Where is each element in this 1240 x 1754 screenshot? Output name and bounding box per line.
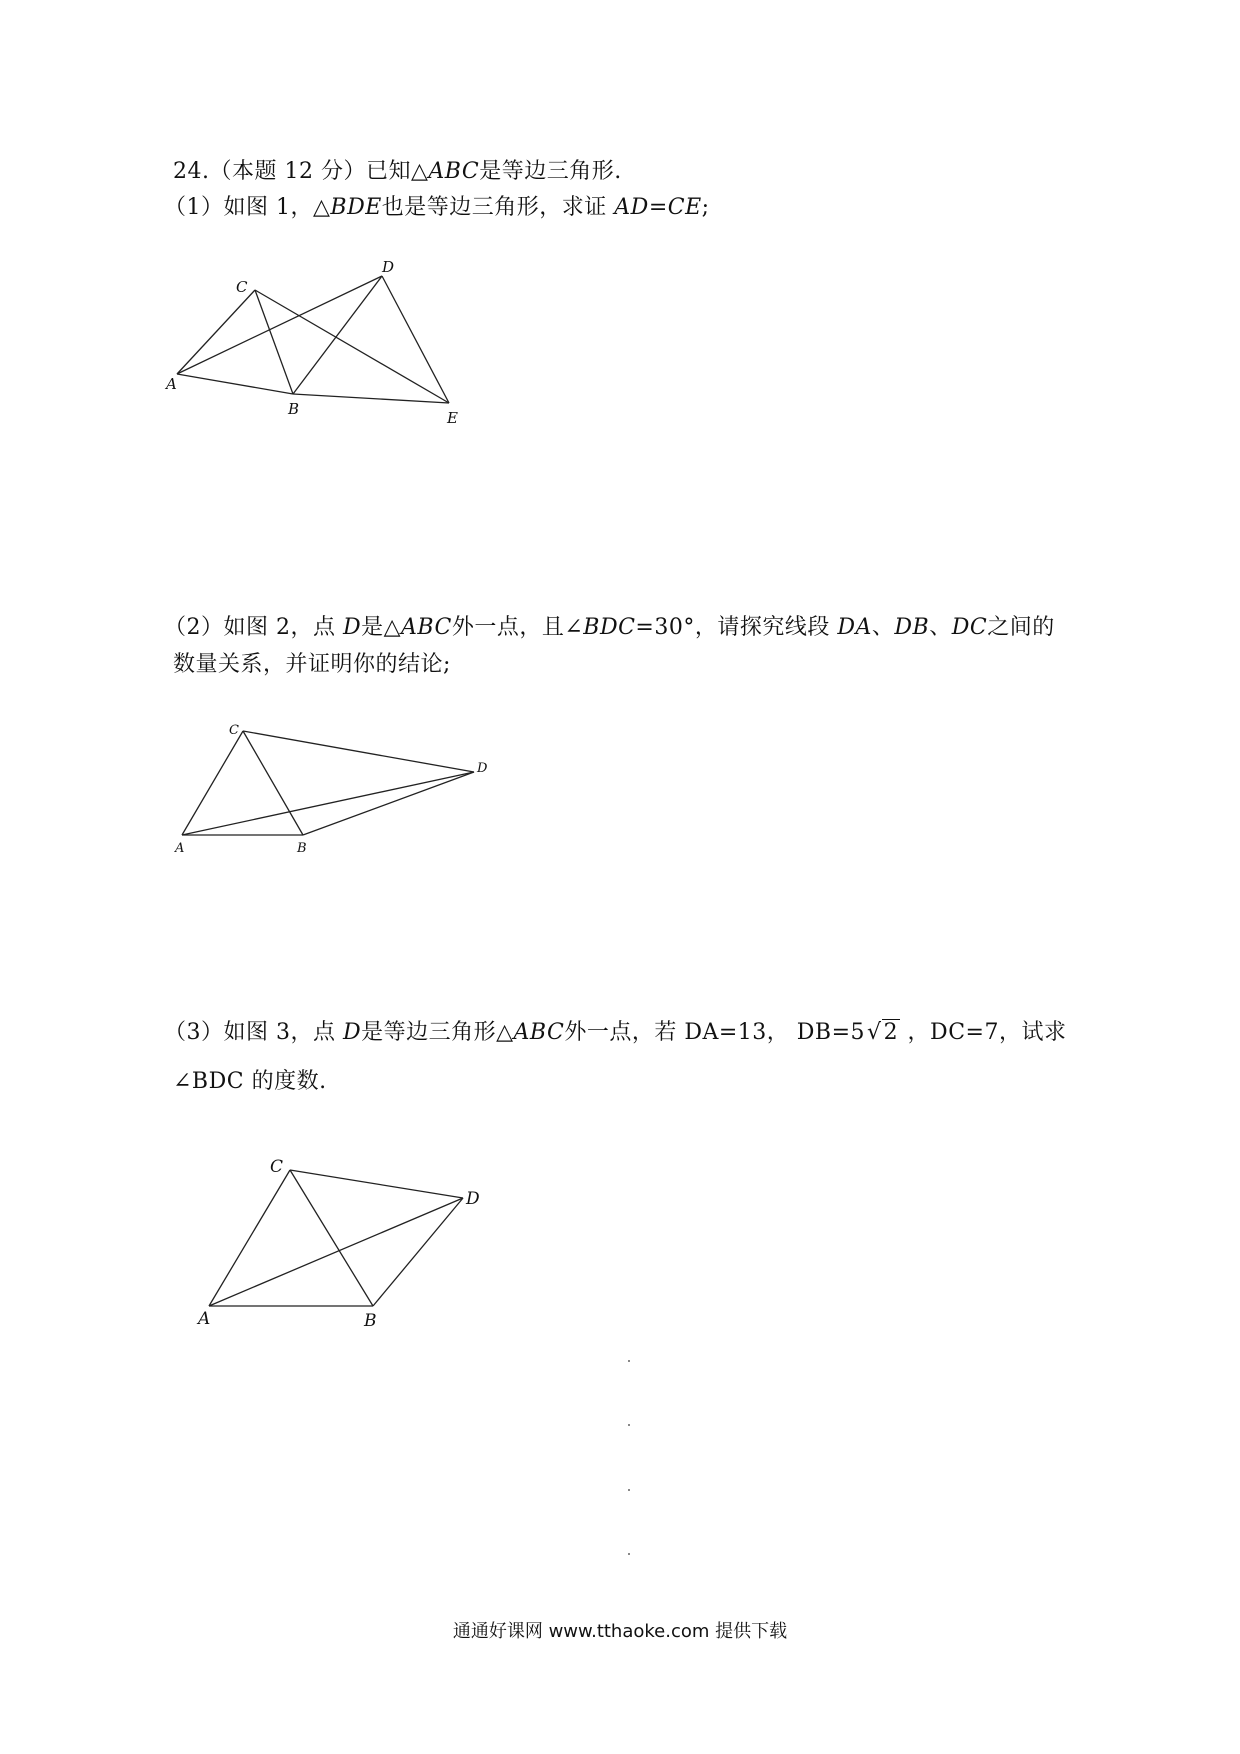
part3-d: D	[342, 1020, 362, 1045]
part3-mid2: 外一点，若 DA=13， DB=5	[564, 1020, 866, 1045]
part2-abc: ABC	[401, 615, 452, 640]
part2-dc: DC	[951, 615, 988, 640]
fig1-label-A: A	[166, 375, 177, 393]
decorative-dot	[628, 1553, 630, 1555]
part3-text-line2: ∠BDC 的度数.	[173, 1069, 327, 1094]
fig3-label-C: C	[270, 1157, 284, 1177]
footer-credit: 通通好课网 www.tthaoke.com 提供下载	[452, 1621, 788, 1642]
part3-sqrt: √2	[867, 1020, 899, 1045]
part3-tail: ，DC=7，试求	[900, 1020, 1067, 1045]
part3-sqrt-radicand: 2	[883, 1020, 899, 1045]
header-abc: ABC	[428, 159, 480, 184]
fig2-label-C: C	[229, 723, 239, 738]
part2-da: DA	[837, 615, 872, 640]
part2-prefix: （2）如图 2，点	[164, 615, 343, 640]
decorative-dot	[628, 1489, 630, 1491]
part1-equation: AD=CE	[614, 195, 702, 220]
decorative-dot	[628, 1424, 630, 1426]
header-tail: 是等边三角形.	[479, 159, 622, 184]
part2-d: D	[342, 615, 362, 640]
fig3-label-A: A	[198, 1309, 211, 1329]
part1-bde: BDE	[330, 195, 382, 220]
part2-mid: 是△	[361, 615, 402, 640]
part2-bdc: BDC	[583, 615, 636, 640]
fig3-label-D: D	[466, 1189, 480, 1209]
fig3-seg-CB	[290, 1170, 373, 1306]
fig2-label-A: A	[175, 841, 185, 856]
fig2-label-D: D	[477, 761, 488, 776]
part3-mid: 是等边三角形△	[361, 1020, 514, 1045]
fig3-seg-BD	[373, 1198, 463, 1306]
part2-sep2: 、	[929, 615, 952, 640]
part1-end: ;	[701, 195, 710, 220]
part3-abc: ABC	[513, 1020, 565, 1045]
fig3-label-B: B	[364, 1311, 377, 1331]
decorative-dot	[628, 1360, 630, 1362]
header-num: 24.（本题 12 分）已知△	[173, 159, 429, 184]
part2-tail: 之间的	[987, 615, 1055, 640]
fig3-seg-CD	[290, 1170, 463, 1198]
part2-db: DB	[894, 615, 930, 640]
part2-sep1: 、	[871, 615, 895, 640]
part1-prefix: （1）如图 1，△	[164, 195, 331, 220]
fig3-seg-AC	[209, 1170, 290, 1306]
fig3-seg-AD	[209, 1198, 463, 1306]
part1-mid: 也是等边三角形，求证	[381, 195, 615, 220]
fig1-label-C: C	[236, 278, 248, 296]
fig1-label-D: D	[382, 258, 395, 276]
part3-prefix: （3）如图 3，点	[164, 1020, 343, 1045]
fig1-label-B: B	[288, 400, 300, 418]
part2-text-line2: 数量关系，并证明你的结论;	[173, 652, 451, 677]
part2-mid2: 外一点，且∠	[451, 615, 584, 640]
part2-deg: =30°，请探究线段	[635, 615, 838, 640]
fig1-label-E: E	[447, 409, 458, 427]
fig2-label-B: B	[297, 841, 307, 856]
